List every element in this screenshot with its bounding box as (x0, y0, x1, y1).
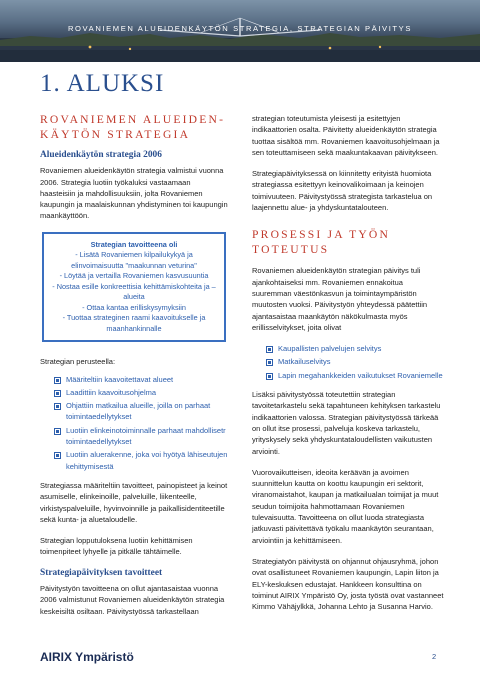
list-item-text: Luotiin aluerakenne, joka voi hyötyä lähiseutujen kehittymisestä (66, 450, 228, 471)
subheading-strategy-2006: Alueidenkäytön strategia 2006 (40, 150, 162, 160)
list-item-text: Kaupallisten palvelujen selvitys (278, 344, 382, 354)
list-item (54, 425, 228, 448)
goals-box-item: - Lisätä Rovaniemen kilpailukykyä ja elinvoimaisuutta "maakunnan veturina" (71, 250, 197, 270)
list-item (266, 343, 444, 354)
square-bullet-icon (266, 373, 273, 380)
list-item-text: Luotiin elinkeinotoiminnalle parhaat mahdollisetr toimintaedellytykset (66, 425, 226, 447)
subheading-update-goals: Strategiapäivityksen tavoitteet (40, 567, 163, 578)
list-item-text: Lapin megahankkeiden vaikutukset Rovaniemelle (278, 370, 443, 380)
paragraph: Rovaniemen alueidenkäytön strategian päivitys tuli ajankohtaiseksi mm. Rovaniemen ennakoitua suuremman väestönkasvun ja toimintaympäristön muutosten vuoksi. Päivitystyön yhteydessä päätettiin ajantasaistaa maankäytön näkökulmasta myös erillisselvitykset, joita olivat (252, 266, 428, 332)
bullet-list (40, 374, 228, 472)
list-item (266, 370, 444, 381)
goals-box-title: Strategian tavoitteena oli (90, 239, 178, 249)
paragraph: Strategiapäivityksessä on kiinnitetty erityistä huomiota strategiassa esitettyyn keinovalikoimaan ja keinojen toimivuuteen. Päivitystyössä strategista tarkastelua on laajennettu alue- ja yhdyskuntatalouteen. (252, 169, 433, 213)
paragraph: Strategian perusteella: (40, 357, 116, 367)
company-logo (40, 650, 134, 664)
list-item-text: Määriteltiin kaavoitettavat alueet (66, 374, 174, 384)
banner-title: ROVANIEMEN ALUEIDENKÄYTÖN STRATEGIA, STRATEGIAN PÄIVITYS (67, 24, 413, 33)
list-item (54, 374, 228, 385)
goals-box-item: - Nostaa esille konkreettisia kehittämiskohteita ja –alueita (52, 281, 216, 302)
list-item (266, 356, 444, 367)
goals-box-item: - Tuottaa strateginen raami kaavoitukselle ja maanhankinnalle (62, 313, 206, 333)
goals-box (42, 232, 226, 343)
paragraph: Strategiatyön päivitystä on ohjannut ohjausryhmä, johon ovat osallistuneet Rovaniemen kaupungin, Lapin liiton ja ELY-keskuksen edustajat. Hankkeen konsulttina on toiminut AIRIX Ympäristö Oy, josta työstä ovat vastanneet Kimmo Vähäjylkkä, Johanna Lehto ja Susanna Harvio. (252, 556, 444, 612)
square-bullet-icon (54, 452, 61, 459)
list-item (54, 449, 228, 472)
list-item-text: Matkailuselvitys (278, 357, 331, 367)
paragraph: Vuorovaikutteisen, ideoita keräävän ja avoimen suunnittelun kautta on koottu kaupungin eri sektorit, viranomaistahot, kaupan ja matkailualan toimijat ja muut seudun toimijoita hahmottamaan Rovaniemen tulevaisuutta. Tavoitteena on ollut luoda strategiasta jatkuvasti päivitettävä työkalu maankäytön seurantaan, arviointiin ja kehittämiseen. (252, 467, 439, 545)
page-number: 2 (432, 652, 437, 661)
list-item-text: Laadittiin kaavoitusohjelma (66, 387, 157, 397)
bullet-list (252, 343, 444, 381)
logo-text: AIRIX Ympäristö (40, 650, 134, 664)
square-bullet-icon (266, 359, 273, 366)
left-column (40, 112, 228, 627)
section-title-strategy: ROVANIEMEN ALUEIDEN-KÄYTÖN STRATEGIA (40, 113, 226, 141)
section-title-process: PROSESSI JA TYÖN TOTEUTUS (252, 228, 391, 257)
list-item-text: Ohjattiin matkailua alueille, joilla on parhaat toimintaedellytykset (66, 401, 211, 422)
header-banner (0, 0, 480, 62)
list-item (54, 400, 228, 423)
paragraph: Strategian lopputuloksena luotiin kehittämisen toimenpiteet lyhyelle ja pitkälle tähtäimelle. (40, 536, 193, 557)
goals-box-item: - Ottaa kantaa erilliskysymyksiin (82, 302, 186, 312)
paragraph: Lisäksi päivitystyössä toteutettiin strategian tavoitetarkastelu sekä tapahtuneen kehityksen tarkastelu indikaattorien valossa. Strategian päivitystyössä tärkeää on ollut itse prosessi, palveluja koskeva tarkastelu, yrityskysely sekä yhdyskuntataloudellisten vaikutusten arviointi. (252, 390, 441, 456)
right-column (252, 113, 444, 622)
chapter-title: 1. ALUKSI (40, 70, 165, 97)
paragraph: Strategiassa määriteltiin tavoitteet, painopisteet ja keinot asumiselle, elinkeinoille, palveluille, liikenteelle, virkistyspalveluille, hyvinvoinnille ja paikallisidentiteetille sekä kunta- ja aluetaloudelle. (40, 480, 228, 524)
paragraph: strategian toteutumista yleisesti ja esitettyjen indikaattorien osalta. Päivitetty alueidenkäytön strategia tuottaa sisältöä mm. Rovaniemen kaavoitusohjelmaan ja sen toteuttamiseen sekä maakuntakaavan päivitykseen. (252, 114, 440, 157)
goals-box-item: - Löytää ja vertailla Rovaniemen kasvusuuntia (59, 271, 209, 281)
square-bullet-icon (266, 346, 273, 353)
paragraph: Rovaniemen alueidenkäytön strategia valmistui vuonna 2006. Strategia luotiin työkaluksi vastaamaan haasteisiin ja mahdollisuuksiin, jolta Rovaniemen kaupungin ja maalaiskunnan yhdistyminen toi kaupungin maankäyttöön. (40, 166, 228, 221)
square-bullet-icon (54, 377, 61, 384)
list-item (54, 387, 228, 398)
square-bullet-icon (54, 428, 61, 435)
square-bullet-icon (54, 390, 61, 397)
square-bullet-icon (54, 403, 61, 410)
paragraph: Päivitystyön tavoitteena on ollut ajantasaistaa vuonna 2006 valmistunut Rovaniemen alueidenkäytön strategia keskeisiltä osiltaan. Päivitystyössä tarkastellaan (40, 584, 225, 616)
